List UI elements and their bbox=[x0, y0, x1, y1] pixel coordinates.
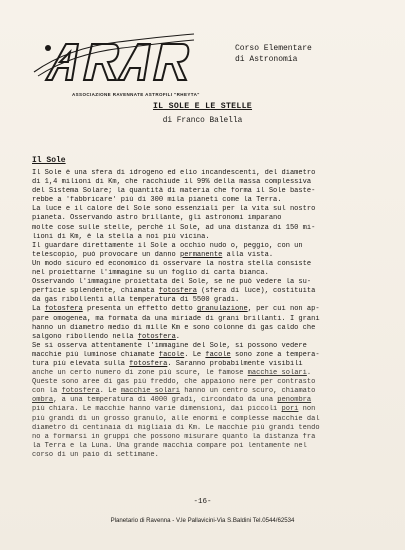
body-line: con la fotosfera. Le macchie solari hanno un centro scuro, chiamato bbox=[32, 387, 316, 396]
body-line: telescopio, può provocare un danno permanente alla vista. bbox=[32, 250, 274, 259]
body-line: perficie splendente, chiamata fotosfera (sfera di luce), costituita bbox=[32, 287, 316, 296]
body-line: da gas ribollenti alla temperatura di 5500 gradi. bbox=[32, 296, 240, 305]
body-line: pianeta. Osservando astro brillante, gli astronomi imparano bbox=[32, 214, 282, 223]
body-line: salgono ribollendo nella fotosfera. bbox=[32, 332, 181, 341]
body-line: ombra, a una temperatura di 4000 gradi, circondato da una penombra bbox=[32, 396, 312, 405]
body-line: del Sistema Solare; la quantità di materia che forma il Sole baste- bbox=[32, 187, 316, 196]
body-line: lioni di Km, è la stella a noi più vicina. bbox=[32, 232, 210, 241]
body-line: più chiara. Le macchie hanno varie dimensioni, dai piccoli pori non bbox=[32, 405, 316, 414]
body-line: Il guardare direttamente il Sole a occhio nudo o, peggio, con un bbox=[32, 241, 303, 250]
document-author: di Franco Balella bbox=[162, 117, 243, 125]
logo-graphic bbox=[28, 28, 196, 90]
body-line: nel proiettarne l'immagine su un foglio di carta bianca. bbox=[32, 269, 269, 278]
body-line: più grandi di un grosso granulo, alle enormi e complesse macchie dal bbox=[32, 414, 320, 423]
body-line: di 1,4 milioni di Km, che racchiude il 99% della massa complessiva bbox=[32, 178, 312, 187]
body-line: macchie più luminose chiamate facole. Le facole sono zone a tempera- bbox=[32, 350, 320, 359]
body-text bbox=[32, 169, 377, 460]
course-line-1: Corso Elementare bbox=[235, 44, 312, 53]
body-line: Queste sono aree di gas più freddo, che appaiono nere per contrasto bbox=[32, 378, 316, 387]
body-line: diametro di centinaia di migliaia di Km. Le macchie più grandi tendo bbox=[32, 423, 320, 432]
body-line: Un modo sicuro ed economico di osservare la nostra stella consiste bbox=[32, 259, 312, 268]
footer-address: Planetario di Ravenna - V.le Pallavicini-Via S.Baldini Tel.0544/62534 bbox=[110, 517, 295, 524]
body-line: anche un certo numero di zone più scure, le famose macchie solari. bbox=[32, 369, 312, 378]
araar-logo bbox=[28, 28, 200, 97]
body-line: no a formarsi in gruppi che possono misurare quanto la distanza fra bbox=[32, 432, 316, 441]
title-block bbox=[0, 102, 405, 125]
body-line: Il Sole è una sfera di idrogeno ed elio incandescenti, del diametro bbox=[32, 169, 316, 177]
section-heading: Il Sole bbox=[32, 156, 66, 165]
body-line: molte cose sulle stelle, perchè il Sole, ad una distanza di 150 mi- bbox=[32, 223, 316, 232]
body-line: La fotosfera presenta un effetto detto granulazione, per cui non ap- bbox=[32, 305, 320, 314]
body-line: corso di un paio di settimane. bbox=[32, 450, 159, 459]
document-title: IL SOLE E LE STELLE bbox=[152, 102, 253, 111]
body-line: Osservando l'immagine proiettata del Sole, se ne può vedere la su- bbox=[32, 278, 312, 287]
body-line: tura più elevata sulla fotosfera. Saranno probabilmente visibili bbox=[32, 359, 303, 368]
body-line: la Terra e la Luna. Una grande macchia compare poi lentamente nel bbox=[32, 441, 307, 450]
course-line-2: di Astronomia bbox=[235, 55, 298, 64]
course-title bbox=[235, 43, 312, 65]
body-line: hanno un diametro medio di mille Km e sono colonne di gas caldo che bbox=[32, 323, 316, 332]
logo-subtitle: ASSOCIAZIONE RAVENNATE ASTROFILI "RHEYTA" bbox=[72, 92, 200, 97]
body-line: La luce e il calore del Sole sono essenziali per la vita sul nostro bbox=[32, 205, 316, 214]
body-line: pare omogenea, ma formata da una miriade di grani brillanti. I grani bbox=[32, 314, 320, 323]
page-number: -16- bbox=[193, 498, 212, 506]
body-line: Se si osserva attentamente l'immagine del Sole, si possono vedere bbox=[32, 341, 307, 350]
body-line: rebbe a 'fabbricare' più di 300 mila pianeti come la Terra. bbox=[32, 196, 282, 205]
